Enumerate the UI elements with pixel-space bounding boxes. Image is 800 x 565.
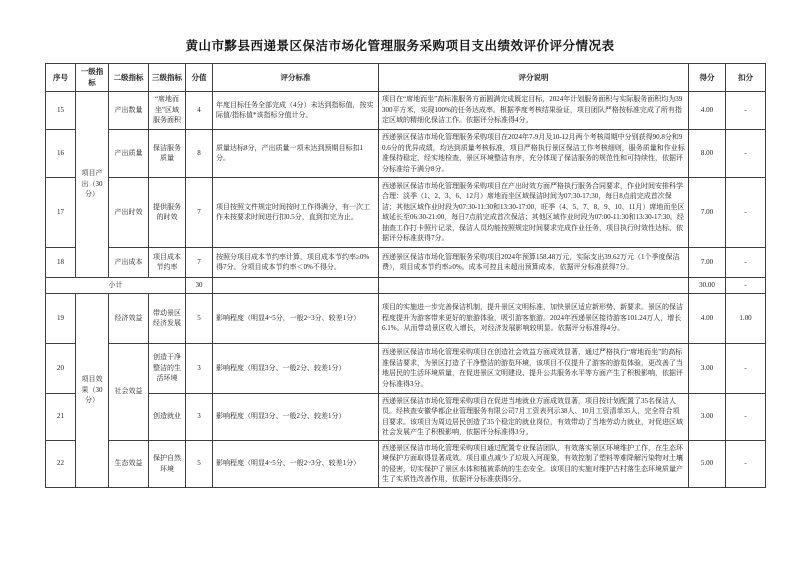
cell-score: 3.00 (689, 393, 726, 440)
performance-score-table (45, 63, 766, 488)
cell-no: 22 (46, 440, 76, 487)
cell-deduction: - (726, 177, 766, 247)
header-cell-explanation: 评分说明 (379, 64, 689, 92)
cell-points: 3 (186, 393, 213, 440)
cell-level3: 保护自然环境 (149, 440, 186, 487)
table-row-17 (46, 177, 766, 247)
subtotal-points: 30 (186, 277, 213, 293)
cell-level3: 带动景区经济发展 (149, 293, 186, 343)
cell-no: 21 (46, 393, 76, 440)
header-cell-no: 序号 (46, 64, 76, 92)
cell-criteria: 质量达标8分，产出质量一项未达到预期目标扣1分。 (213, 129, 379, 177)
header-cell-level3: 三级指标 (149, 64, 186, 92)
cell-score: 8.00 (689, 129, 726, 177)
cell-no: 17 (46, 177, 76, 247)
cell-level2: 产出时效 (109, 177, 149, 247)
cell-level2: 产出数量 (109, 91, 149, 129)
cell-explanation: 西递景区保洁市场化管理服务采购项目在2024年7-9月及10-12月两个考核周期中分别获得90.8分和90.6分的优异成绩，均达到质量考核标准，项目严格执行景区保洁工作考核细则，服务质量和作业标准保持稳定，经实地检查，景区环境整洁有序，充分体现了保洁服务的规范性和可持续性，依据评分标准给予满分8分。 (379, 129, 689, 177)
cell-criteria: 影响程度（明显3分、一般2分、较差1分） (213, 393, 379, 440)
cell-explanation: 项目在“席地而坐”高标准服务方面圆满完成既定目标，2024年计划服务面积与实际服务面积均为39300平方米，实现100%的任务达成率。根据季度考核结果验证，项目团队严格按标准完成了所有指定区域的精细化保洁工作。依据评分标准得4分。 (379, 91, 689, 129)
cell-level1-effect: 项目效果（30分） (76, 293, 109, 487)
cell-deduction: - (726, 393, 766, 440)
cell-deduction: - (726, 440, 766, 487)
cell-no: 16 (46, 129, 76, 177)
cell-no: 15 (46, 91, 76, 129)
subtotal-score: 30.00 (689, 277, 726, 293)
cell-deduction: - (726, 91, 766, 129)
table-row-22 (46, 440, 766, 487)
cell-no: 19 (46, 293, 76, 343)
cell-criteria: 影响程度（明显4~5分、一般2~3分、较差1分） (213, 440, 379, 487)
subtotal-deduction: - (726, 277, 766, 293)
cell-criteria: 年度目标任务全部完成（4分）未达到指标值，按实际值/指标值*该指标分值计分。 (213, 91, 379, 129)
cell-level3: 创造就业 (149, 393, 186, 440)
cell-points: 3 (186, 343, 213, 393)
cell-deduction: - (726, 129, 766, 177)
cell-no: 20 (46, 343, 76, 393)
cell-level3: 项目成本节约率 (149, 247, 186, 277)
cell-deduction: 1.00 (726, 293, 766, 343)
cell-deduction: - (726, 343, 766, 393)
cell-level3: “席地而坐”区域服务面积 (149, 91, 186, 129)
cell-score: 4.00 (689, 91, 726, 129)
cell-level2: 产出质量 (109, 129, 149, 177)
cell-explanation: 西递景区保洁市场化管理服务采购项目2024年预算158.48万元，实际支出39.62万元（1个季度保洁费），项目成本节约率≥0%。成本可控且未超出预算成本，依据评分标准获得7分。 (379, 247, 689, 277)
subtotal-label: 小计 (46, 277, 186, 293)
cell-score: 5.00 (689, 440, 726, 487)
cell-deduction: - (726, 247, 766, 277)
header-cell-level2: 二级指标 (109, 64, 149, 92)
header-cell-score: 得分 (689, 64, 726, 92)
table-row-18 (46, 247, 766, 277)
cell-points: 5 (186, 440, 213, 487)
cell-no: 18 (46, 247, 76, 277)
cell-level1-output: 项目产出（30分） (76, 91, 109, 277)
table-row-16 (46, 129, 766, 177)
table-row-20 (46, 343, 766, 393)
cell-score: 7.00 (689, 177, 726, 247)
header-cell-deduction: 扣分 (726, 64, 766, 92)
subtotal-explanation (379, 277, 689, 293)
cell-level3: 提供服务的时效 (149, 177, 186, 247)
page-title: 黄山市黟县西递景区保洁市场化管理服务采购项目支出绩效评价评分情况表 (185, 39, 615, 53)
cell-criteria: 按照分项目成本节约率计算，项目成本节约率≥0%得7分。分项目成本节约率＜0%不得分。 (213, 247, 379, 277)
table-row-21 (46, 393, 766, 440)
cell-criteria: 影响程度（明显4~5分，一般2~3分、较差1分） (213, 293, 379, 343)
subtotal-criteria (213, 277, 379, 293)
cell-score: 4.00 (689, 293, 726, 343)
cell-level3: 创造干净整洁的生活环境 (149, 343, 186, 393)
header-cell-points: 分值 (186, 64, 213, 92)
table-row-15 (46, 91, 766, 129)
cell-score: 3.00 (689, 343, 726, 393)
cell-points: 5 (186, 293, 213, 343)
cell-points: 8 (186, 129, 213, 177)
table-row-19 (46, 293, 766, 343)
cell-explanation: 西递景区保洁市场化管理采购项目在创造社会效益方面成效显著，通过严格执行“席地而坐”的高标准保洁要求，为景区打造了干净整洁的游览环境，该项目不仅提升了游客的游览体验，更改善了当地居民的生活环境质量，在促进景区文明建设、提升公共服务水平等方面产生了积极影响，依据评分标准得3分。 (379, 343, 689, 393)
table-header-row (46, 64, 766, 92)
cell-points: 4 (186, 91, 213, 129)
cell-level2-social: 社会效益 (109, 343, 149, 440)
cell-level2: 生态效益 (109, 440, 149, 487)
cell-explanation: 项目的实施进一步完善保洁机制，提升景区文明标准，加快景区适应新形势、新要求。景区的保洁程度提升为游客带来更好的旅游体验，吸引游客旅游。2024年西递景区接待游客101.24万人，增长6.1%。从而带动景区收入增长，对经济发展影响较明显。依据评分标准得4分。 (379, 293, 689, 343)
cell-score: 7.00 (689, 247, 726, 277)
cell-level2: 经济效益 (109, 293, 149, 343)
cell-explanation: 西递景区保洁市场化管理服务采购项目在产出时效方面严格执行服务合同要求，作业时间安排科学合理：淡季（1、2、3、6、12月）席地而坐区域保洁时间为07:30-17:30，每日8点前完成首次保洁；其他区域作业时段为07:30-11:30和13:30-17:00，旺季（4、5、7、8、9、10、11月）席地而坐区域延长至06:30-21:00，每日7点前完成首次保洁；其他区域作业时段为07:00-11:30和13:30-17:30。经抽查工作打卡照片记录，保洁人员均能按照规定时间要求完成作业任务，项目执行时效性达标，依据评分标准获得7分。 (379, 177, 689, 247)
header-cell-level1: 一级指标 (76, 64, 109, 92)
cell-points: 7 (186, 177, 213, 247)
cell-level2: 产出成本 (109, 247, 149, 277)
cell-points: 7 (186, 247, 213, 277)
cell-criteria: 项目按照文件规定时间按时工作得满分，有一次工作未按要求时间进行扣0.5分，直到扣完为止。 (213, 177, 379, 247)
cell-explanation: 西递景区保洁市场化管理采购项目在促进当地就业方面成效显著，项目按计划配置了35名保洁人员。经核查安徽华都企业管理服务有限公司7月工资表列示38人、10月工资清单35人，完全符合项目要求。该项目为周边居民创造了35个稳定的就业岗位，有效带动了当地劳动力就业，对促进区域社会发展产生了积极影响，依据评分标准得3分。 (379, 393, 689, 440)
header-cell-criteria: 评分标准 (213, 64, 379, 92)
subtotal-row (46, 277, 766, 293)
cell-level3: 保洁服务质量 (149, 129, 186, 177)
cell-criteria: 影响程度（明显3分、一般2分、较差1分） (213, 343, 379, 393)
cell-explanation: 西递景区保洁市场化管理采购项目通过配置专业保洁团队，有效落实景区环境维护工作，在生态环境保护方面取得显著成效。项目重点减少了垃圾入河现象，有效控制了塑料等难降解污染物对土壤的侵害，切实保护了景区水体和植被系统的生态安全。该项目的实施对维护古村落生态环境质量产生了实质性改善作用，依据评分标准获得5分。 (379, 440, 689, 487)
